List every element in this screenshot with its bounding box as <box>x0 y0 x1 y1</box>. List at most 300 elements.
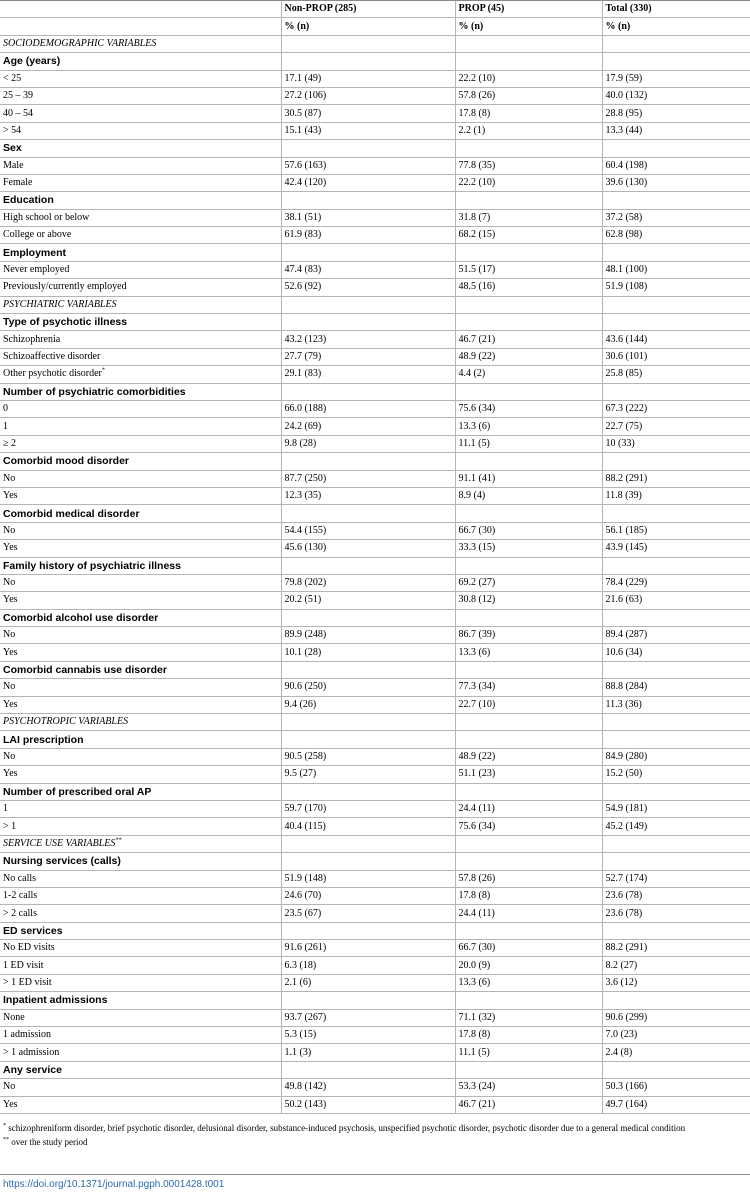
cell-total: 90.6 (299) <box>602 1009 750 1026</box>
table-row <box>0 400 750 417</box>
cell-total: 39.6 (130) <box>602 174 750 191</box>
cell-non-prop: 42.4 (120) <box>281 174 455 191</box>
row-label-text: Yes <box>3 768 18 780</box>
row-label-text: ED services <box>3 924 63 937</box>
row-label-text: No ED visits <box>3 942 55 954</box>
cell-prop <box>455 140 602 157</box>
row-label-text: Number of prescribed oral AP <box>3 785 152 798</box>
cell-non-prop: 45.6 (130) <box>281 540 455 557</box>
row-label-text: No <box>3 1081 16 1093</box>
row-label <box>0 70 281 87</box>
row-label <box>0 992 281 1009</box>
cell-total: 8.2 (27) <box>602 957 750 974</box>
row-label-text: > 54 <box>3 124 22 136</box>
row-label-text: Comorbid alcohol use disorder <box>3 611 159 624</box>
cell-prop: 8.9 (4) <box>455 487 602 504</box>
cell-total: 48.1 (100) <box>602 261 750 278</box>
cell-prop: 69.2 (27) <box>455 574 602 591</box>
cell-prop: 75.6 (34) <box>455 818 602 835</box>
cell-total: 21.6 (63) <box>602 592 750 609</box>
cell-prop: 11.1 (5) <box>455 1044 602 1061</box>
row-label <box>0 922 281 939</box>
cell-prop <box>455 557 602 574</box>
row-label <box>0 696 281 713</box>
cell-prop: 33.3 (15) <box>455 540 602 557</box>
row-label <box>0 296 281 313</box>
cell-non-prop: 9.5 (27) <box>281 766 455 783</box>
cell-total <box>602 35 750 52</box>
row-label-text: No <box>3 629 16 641</box>
row-label <box>0 522 281 539</box>
cell-non-prop: 54.4 (155) <box>281 522 455 539</box>
row-label-text: Yes <box>3 542 18 554</box>
row-label <box>0 1061 281 1078</box>
cell-non-prop <box>281 35 455 52</box>
cell-prop <box>455 922 602 939</box>
cell-non-prop: 9.8 (28) <box>281 435 455 452</box>
category-row <box>0 314 750 331</box>
row-label-text: Education <box>3 194 54 207</box>
row-label-text: < 25 <box>3 72 22 84</box>
row-label-text: Yes <box>3 1098 18 1110</box>
row-label-text: No <box>3 472 16 484</box>
cell-total: 11.3 (36) <box>602 696 750 713</box>
table-row <box>0 696 750 713</box>
cell-total <box>602 922 750 939</box>
row-label-text: 1 admission <box>3 1029 52 1041</box>
cell-total: 88.2 (291) <box>602 470 750 487</box>
table-row <box>0 870 750 887</box>
row-label-text: Schizophrenia <box>3 333 61 345</box>
row-label-text: Sex <box>3 142 22 155</box>
row-label <box>0 314 281 331</box>
row-label-text: LAI prescription <box>3 733 84 746</box>
category-row <box>0 922 750 939</box>
header-cell-prop: PROP (45) <box>455 1 602 18</box>
cell-total: 43.6 (144) <box>602 331 750 348</box>
cell-total <box>602 835 750 852</box>
row-label-text: 40 – 54 <box>3 107 33 119</box>
cell-total: 7.0 (23) <box>602 1027 750 1044</box>
table-row <box>0 174 750 191</box>
category-row <box>0 661 750 678</box>
cell-non-prop <box>281 661 455 678</box>
cell-prop: 22.2 (10) <box>455 70 602 87</box>
table-row <box>0 331 750 348</box>
row-label-text: No <box>3 524 16 536</box>
row-label-text: 1 <box>3 803 8 815</box>
cell-non-prop: 17.1 (49) <box>281 70 455 87</box>
row-label <box>0 331 281 348</box>
row-label <box>0 627 281 644</box>
cell-prop <box>455 35 602 52</box>
cell-non-prop: 15.1 (43) <box>281 122 455 139</box>
cell-non-prop <box>281 853 455 870</box>
row-label <box>0 800 281 817</box>
row-label-text: Nursing services (calls) <box>3 855 121 868</box>
cell-total: 28.8 (95) <box>602 105 750 122</box>
table-row <box>0 592 750 609</box>
row-label <box>0 853 281 870</box>
cell-prop: 68.2 (15) <box>455 227 602 244</box>
cell-prop <box>455 244 602 261</box>
cell-total: 67.3 (222) <box>602 400 750 417</box>
cell-non-prop <box>281 783 455 800</box>
row-label-text: Age (years) <box>3 55 61 68</box>
row-label <box>0 1027 281 1044</box>
row-label <box>0 714 281 731</box>
cell-non-prop: 9.4 (26) <box>281 696 455 713</box>
footnote-1 <box>3 1121 743 1135</box>
cell-total: 22.7 (75) <box>602 418 750 435</box>
row-label-text: Never employed <box>3 264 70 276</box>
table-row <box>0 522 750 539</box>
cell-non-prop <box>281 922 455 939</box>
cell-non-prop: 90.6 (250) <box>281 679 455 696</box>
row-label <box>0 887 281 904</box>
table-row <box>0 418 750 435</box>
row-label <box>0 122 281 139</box>
row-label-text: PSYCHOTROPIC VARIABLES <box>3 716 129 728</box>
cell-non-prop <box>281 192 455 209</box>
row-label <box>0 940 281 957</box>
row-label <box>0 105 281 122</box>
cell-non-prop <box>281 731 455 748</box>
cell-prop: 51.1 (23) <box>455 766 602 783</box>
row-label <box>0 400 281 417</box>
table-row <box>0 70 750 87</box>
cell-total: 43.9 (145) <box>602 540 750 557</box>
cell-non-prop <box>281 140 455 157</box>
category-row <box>0 505 750 522</box>
table-row <box>0 679 750 696</box>
cell-prop <box>455 714 602 731</box>
row-label <box>0 209 281 226</box>
row-label-text: > 1 <box>3 820 17 832</box>
cell-non-prop: 2.1 (6) <box>281 974 455 991</box>
cell-prop: 48.9 (22) <box>455 348 602 365</box>
cell-total: 2.4 (8) <box>602 1044 750 1061</box>
cell-non-prop: 47.4 (83) <box>281 261 455 278</box>
cell-non-prop: 79.8 (202) <box>281 574 455 591</box>
row-label-text: None <box>3 1011 25 1023</box>
cell-prop: 17.8 (8) <box>455 1027 602 1044</box>
cell-non-prop: 5.3 (15) <box>281 1027 455 1044</box>
cell-prop: 48.5 (16) <box>455 279 602 296</box>
cell-non-prop: 29.1 (83) <box>281 366 455 383</box>
cell-non-prop <box>281 714 455 731</box>
row-label <box>0 435 281 452</box>
cell-total <box>602 661 750 678</box>
cell-non-prop: 38.1 (51) <box>281 209 455 226</box>
row-label-text: 25 – 39 <box>3 90 33 102</box>
cell-prop: 31.8 (7) <box>455 209 602 226</box>
cell-prop: 30.8 (12) <box>455 592 602 609</box>
cell-prop: 22.2 (10) <box>455 174 602 191</box>
cell-total: 15.2 (50) <box>602 766 750 783</box>
cell-non-prop: 6.3 (18) <box>281 957 455 974</box>
cell-non-prop: 27.7 (79) <box>281 348 455 365</box>
row-label <box>0 366 281 383</box>
row-label-text: Type of psychotic illness <box>3 316 128 329</box>
cell-non-prop: 24.2 (69) <box>281 418 455 435</box>
subheader-cell-prop: % (n) <box>455 18 602 35</box>
row-label-text: Yes <box>3 646 18 658</box>
row-label-text: 0 <box>3 403 8 415</box>
cell-total: 89.4 (287) <box>602 627 750 644</box>
row-label <box>0 453 281 470</box>
row-label-text: 1 <box>3 420 8 432</box>
cell-prop <box>455 731 602 748</box>
cell-non-prop: 10.1 (28) <box>281 644 455 661</box>
footnote-2-text: over the study period <box>9 1137 88 1147</box>
row-label-text: Employment <box>3 246 67 259</box>
cell-non-prop <box>281 992 455 1009</box>
cell-total: 51.9 (108) <box>602 279 750 296</box>
category-row <box>0 383 750 400</box>
cell-prop: 13.3 (6) <box>455 644 602 661</box>
cell-total <box>602 853 750 870</box>
cell-prop: 48.9 (22) <box>455 748 602 765</box>
cell-total <box>602 505 750 522</box>
cell-total: 52.7 (174) <box>602 870 750 887</box>
cell-prop: 13.3 (6) <box>455 418 602 435</box>
row-label <box>0 835 281 852</box>
row-label <box>0 244 281 261</box>
row-label-text: SOCIODEMOGRAPHIC VARIABLES <box>3 37 157 49</box>
row-label-text: 1-2 calls <box>3 890 38 902</box>
row-label-text: No <box>3 577 16 589</box>
cell-total: 23.6 (78) <box>602 887 750 904</box>
cell-total <box>602 314 750 331</box>
row-label <box>0 905 281 922</box>
row-label <box>0 1079 281 1096</box>
cell-non-prop <box>281 244 455 261</box>
row-label-text: ≥ 2 <box>3 437 16 449</box>
footnote-1-text: schizophreniform disorder, brief psychotic disorder, delusional disorder, substance-induced psychosis, unspecified psychotic disorder, psychotic disorder due to a general medical condition <box>6 1123 686 1133</box>
table-row <box>0 122 750 139</box>
category-row <box>0 192 750 209</box>
subheader-cell-non-prop: % (n) <box>281 18 455 35</box>
table-row <box>0 87 750 104</box>
section-row <box>0 35 750 52</box>
table-row <box>0 348 750 365</box>
row-label <box>0 383 281 400</box>
row-label-text: College or above <box>3 229 72 241</box>
section-row <box>0 835 750 852</box>
row-label-text: > 1 admission <box>3 1046 60 1058</box>
cell-total: 78.4 (229) <box>602 574 750 591</box>
cell-prop: 75.6 (34) <box>455 400 602 417</box>
cell-total: 56.1 (185) <box>602 522 750 539</box>
cell-total <box>602 383 750 400</box>
table-row <box>0 1027 750 1044</box>
cell-total: 37.2 (58) <box>602 209 750 226</box>
doi-link[interactable]: https://doi.org/10.1371/journal.pgph.0001428.t001 <box>3 1179 225 1190</box>
cell-non-prop <box>281 1061 455 1078</box>
table-row <box>0 905 750 922</box>
cell-non-prop <box>281 609 455 626</box>
cell-total <box>602 1061 750 1078</box>
category-row <box>0 557 750 574</box>
table-row <box>0 279 750 296</box>
cell-total: 50.3 (166) <box>602 1079 750 1096</box>
row-label-text: Yes <box>3 490 18 502</box>
row-label-text: Schizoaffective disorder <box>3 351 101 362</box>
row-label-text: Previously/currently employed <box>3 281 127 293</box>
cell-total: 30.6 (101) <box>602 348 750 365</box>
cell-non-prop <box>281 314 455 331</box>
cell-non-prop: 43.2 (123) <box>281 331 455 348</box>
cell-total: 23.6 (78) <box>602 905 750 922</box>
row-label <box>0 783 281 800</box>
cell-non-prop: 12.3 (35) <box>281 487 455 504</box>
cell-prop: 46.7 (21) <box>455 1096 602 1113</box>
cell-total <box>602 296 750 313</box>
cell-total <box>602 453 750 470</box>
cell-non-prop <box>281 53 455 70</box>
cell-total: 13.3 (44) <box>602 122 750 139</box>
row-label-text: Yes <box>3 594 18 606</box>
table-row <box>0 157 750 174</box>
row-label-text: Any service <box>3 1064 62 1077</box>
row-label <box>0 140 281 157</box>
row-label-text: Family history of psychiatric illness <box>3 559 181 572</box>
table-row <box>0 574 750 591</box>
cell-prop: 20.0 (9) <box>455 957 602 974</box>
row-label-text: Comorbid medical disorder <box>3 507 140 520</box>
cell-prop: 86.7 (39) <box>455 627 602 644</box>
table-row <box>0 766 750 783</box>
cell-non-prop: 51.9 (148) <box>281 870 455 887</box>
cell-prop: 17.8 (8) <box>455 105 602 122</box>
cell-non-prop: 90.5 (258) <box>281 748 455 765</box>
cell-prop: 51.5 (17) <box>455 261 602 278</box>
row-label <box>0 418 281 435</box>
cell-prop <box>455 853 602 870</box>
header-cell-non-prop: Non-PROP (285) <box>281 1 455 18</box>
cell-prop: 24.4 (11) <box>455 800 602 817</box>
cell-prop <box>455 192 602 209</box>
cell-total <box>602 53 750 70</box>
row-label <box>0 227 281 244</box>
cell-prop: 13.3 (6) <box>455 974 602 991</box>
category-row <box>0 453 750 470</box>
cell-total: 45.2 (149) <box>602 818 750 835</box>
row-label <box>0 53 281 70</box>
category-row <box>0 992 750 1009</box>
cell-prop <box>455 783 602 800</box>
cell-non-prop: 50.2 (143) <box>281 1096 455 1113</box>
cell-total: 62.8 (98) <box>602 227 750 244</box>
row-label <box>0 157 281 174</box>
cell-non-prop: 66.0 (188) <box>281 400 455 417</box>
category-row <box>0 53 750 70</box>
cell-prop <box>455 505 602 522</box>
cell-prop: 91.1 (41) <box>455 470 602 487</box>
row-label <box>0 348 281 365</box>
table-row <box>0 800 750 817</box>
cell-prop <box>455 835 602 852</box>
cell-total <box>602 557 750 574</box>
cell-prop: 77.3 (34) <box>455 679 602 696</box>
cell-total: 88.2 (291) <box>602 940 750 957</box>
table-row <box>0 627 750 644</box>
cell-total: 17.9 (59) <box>602 70 750 87</box>
footnote-marker: ** <box>115 837 122 844</box>
table-row <box>0 887 750 904</box>
cell-non-prop: 49.8 (142) <box>281 1079 455 1096</box>
subheader-cell-label <box>0 18 281 35</box>
table-footnotes <box>3 1121 743 1149</box>
cell-non-prop: 91.6 (261) <box>281 940 455 957</box>
cell-prop: 77.8 (35) <box>455 157 602 174</box>
cell-total: 11.8 (39) <box>602 487 750 504</box>
cell-total: 84.9 (280) <box>602 748 750 765</box>
table-row <box>0 470 750 487</box>
cell-total: 3.6 (12) <box>602 974 750 991</box>
subheader-cell-total: % (n) <box>602 18 750 35</box>
row-label <box>0 487 281 504</box>
cell-total: 49.7 (164) <box>602 1096 750 1113</box>
cell-total <box>602 140 750 157</box>
row-label <box>0 731 281 748</box>
row-label-text: > 1 ED visit <box>3 977 52 989</box>
cell-non-prop <box>281 383 455 400</box>
cell-non-prop: 40.4 (115) <box>281 818 455 835</box>
cell-non-prop: 20.2 (51) <box>281 592 455 609</box>
cell-prop <box>455 383 602 400</box>
row-label-text: No <box>3 681 16 693</box>
table-row <box>0 261 750 278</box>
cell-prop <box>455 992 602 1009</box>
cell-prop: 66.7 (30) <box>455 522 602 539</box>
cell-non-prop: 23.5 (67) <box>281 905 455 922</box>
table-row <box>0 1096 750 1113</box>
row-label <box>0 192 281 209</box>
cell-total: 10 (33) <box>602 435 750 452</box>
table-row <box>0 1009 750 1026</box>
row-label <box>0 540 281 557</box>
row-label <box>0 818 281 835</box>
cell-total <box>602 731 750 748</box>
row-label-text: Male <box>3 159 24 171</box>
row-label-text: PSYCHIATRIC VARIABLES <box>3 298 117 310</box>
cell-total <box>602 609 750 626</box>
cell-prop: 66.7 (30) <box>455 940 602 957</box>
cell-non-prop <box>281 835 455 852</box>
cell-prop: 71.1 (32) <box>455 1009 602 1026</box>
cell-non-prop <box>281 557 455 574</box>
cell-total: 25.8 (85) <box>602 366 750 383</box>
footnote-2 <box>3 1135 743 1149</box>
cell-non-prop: 30.5 (87) <box>281 105 455 122</box>
row-label-text: 1 ED visit <box>3 959 44 971</box>
cell-total <box>602 244 750 261</box>
cell-non-prop: 52.6 (92) <box>281 279 455 296</box>
row-label-text: SERVICE USE VARIABLES <box>3 837 116 849</box>
cell-prop <box>455 314 602 331</box>
cell-prop: 11.1 (5) <box>455 435 602 452</box>
cell-non-prop: 87.7 (250) <box>281 470 455 487</box>
table-header-row <box>0 1 750 18</box>
cell-non-prop <box>281 453 455 470</box>
table-row <box>0 366 750 383</box>
cell-prop: 57.8 (26) <box>455 870 602 887</box>
row-label-text: Female <box>3 177 33 189</box>
row-label-text: > 2 calls <box>3 907 37 919</box>
row-label <box>0 748 281 765</box>
